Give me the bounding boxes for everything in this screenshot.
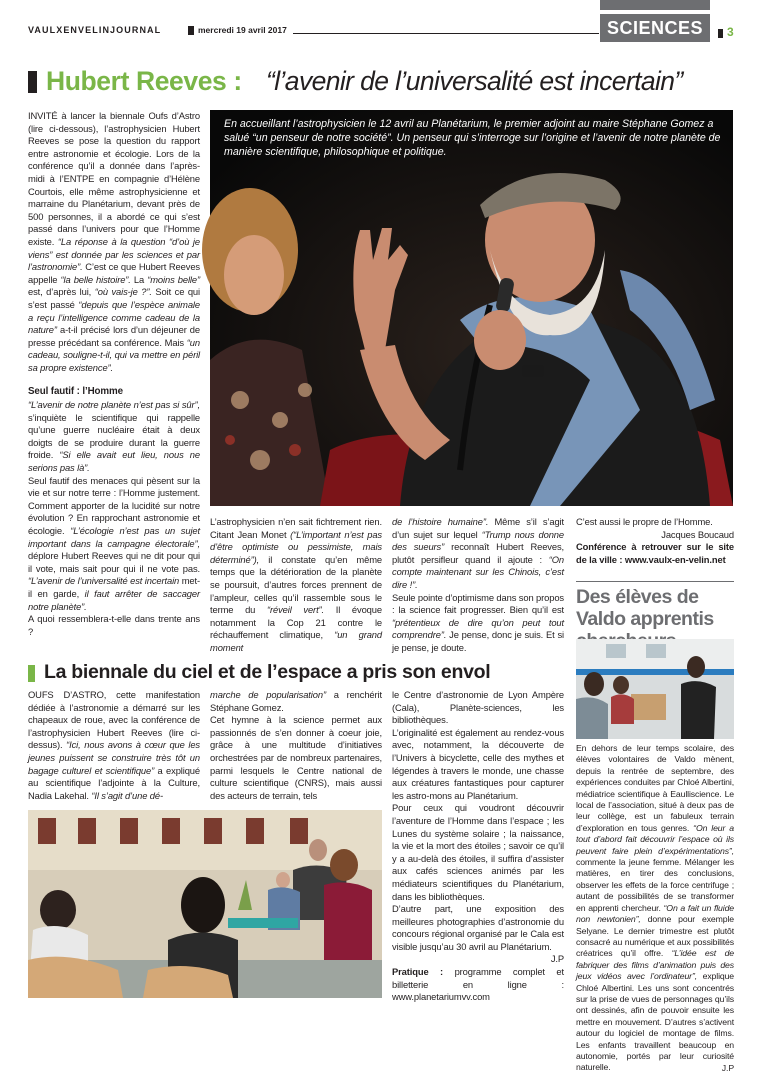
main-article-column-4: [576, 516, 734, 578]
column-3-paragraph: [392, 516, 564, 592]
quote: “On compte maintenant sur les Chinois, c’est dire !”.: [392, 553, 564, 590]
text: OUFS D’ASTRO, cette manifestation dédiée à l’astronomie a démarré sur les chapeaux de roue, avec la conférence de l’astrophysicien Hubert Reeves (lire ci-dessus).: [28, 689, 200, 751]
quote: “L’idée est de fabriquer des films d’animation puis des jeux vidéos avec l’ordinateur”,: [576, 948, 734, 982]
quote: “L’avenir de l’universalité est incertain: [28, 575, 180, 587]
column-2-paragraph: [210, 516, 382, 655]
column-1-paragraph: [28, 475, 200, 614]
text: il constate qu’en même temps que la détérioration de la planète se poursuit, d’autres forces prennent de l’ampleur, celles qu’il rassemble sous le terme du: [210, 553, 382, 616]
biennale-column-2: [210, 689, 382, 807]
text: a expliqué au scientifique l’adjointe à la Culture, Nadia Lakehal.: [28, 764, 200, 801]
text: s’inquiète le scientifique qui rappelle qu’une guerre nucléaire était à deux doigts de se produire durant la guerre froide.: [28, 411, 200, 461]
valdo-article-text: [576, 743, 735, 1073]
quote: “La réponse à la question “d’où je viens” est donnée par les sciences et par l’astronomie”.: [28, 235, 200, 273]
publication-logo: VAULXENVELINJOURNAL: [28, 25, 162, 35]
valdo-students-photo: [576, 639, 734, 739]
biennale-paragraph: [28, 689, 200, 802]
text: reconnaît Hubert Reeves, plutôt persifleur quand il ajoute :: [392, 541, 564, 565]
column-1-paragraph: A quoi ressemblera-t-elle dans trente ans ?: [28, 613, 200, 637]
main-title: [28, 66, 738, 98]
biennale-marker-icon: [28, 665, 35, 682]
quote: “où vais-je ?”.: [94, 286, 152, 298]
hubert-reeves-photo: [210, 110, 733, 506]
quote: il faut arrêter de saccager notre planète”.: [28, 587, 200, 612]
biennale-heading: La biennale du ciel et de l’espace a pris son envol: [44, 661, 491, 683]
text: Je pense, donc je suis. Et si je pense, je doute.: [392, 629, 564, 653]
text: Conférence à retrouver sur le site de la ville :: [576, 541, 734, 565]
biennale-column-1: [28, 689, 200, 807]
signature: J.P: [721, 1062, 734, 1073]
quote: “depuis que l’espèce animale a reçu l’intelligence comme cadeau de la nature”: [28, 298, 200, 336]
quote: “Il s’agit d’une dé-: [91, 789, 163, 801]
signature: J.P: [550, 953, 564, 965]
quote: “On leur a tout d’abord fait découvrir l’espace où ils peuvent faire plein d’expérimentations”,: [576, 822, 734, 856]
page-number-marker-icon: [718, 29, 723, 38]
conference-link-text: [576, 541, 734, 566]
text: commente la jeune femme. Mélanger les matières, en tirer des conclusions, observer les effets de la force centrifuge ; autant de possibilités de se transformer en apprenti chercheur.: [576, 857, 734, 913]
text: C’est ce que Hubert Reeves appelle: [28, 261, 200, 285]
main-article-column-3: [392, 516, 564, 653]
text: L’astrophysicien n’en sait fichtrement rien. Citant Jean Monet: [210, 516, 382, 540]
quote: “un grand moment: [210, 629, 382, 653]
photo-caption: En accueillant l’astrophysicien le 12 avril au Planétarium, le premier adjoint au maire Stéphane Gomez a salué “un penseur de notre société”. Un penseur qui s’interroge sur l’origine et l’avenir de notre planète de manière scientifique, philosophique et politique.: [224, 118, 721, 158]
valdo-divider: [576, 581, 734, 582]
issue-date: mercredi 19 avril 2017: [198, 25, 287, 35]
biennale-column-3: [392, 689, 564, 1007]
text: explique Chloé Albertini. Les uns sont concentrés sur la prise de vues de personnages qu’ils ont dessinés, afin de pouvoir ensuite les mettre en mouvement. D’autres s’activent autour du logiciel de montage de films. Les enfants travaillent beaucoup en autonomie, portés par leur curiosité naturelle.: [576, 971, 735, 1073]
quote: “Trump nous donne des sueurs”: [392, 528, 564, 553]
text: Seul fautif des menaces qui pèsent sur la vie et sur notre terre : l’Homme justement. Comment apporter de la lucidité sur notre évolution ? En rapprochant astronomie et écologie.: [28, 474, 200, 536]
text: met-il en garde,: [28, 575, 200, 599]
main-article-column-2: [210, 516, 382, 653]
quote: “L’écologie n’est pas un sujet important dans la campagne électorale”,: [28, 525, 200, 549]
biennale-paragraph: [210, 689, 382, 714]
biennale-paragraph: D’autre part, une exposition des meilleures photographies d’astronomie du concours régional organisé par le Cala est visible jusqu’au 30 avril au Planétarium.: [392, 903, 564, 952]
text: déplore Hubert Reeves qui ne dit pour qui il vote, mais sait pour qui il ne vote pas.: [28, 550, 200, 574]
title-quote: “l’avenir de l’universalité est incertain”: [266, 66, 683, 96]
quote: “On a fait un fluide non newtonien”,: [576, 902, 735, 925]
title-marker-icon: [28, 71, 37, 93]
quote: marche de popularisation”: [210, 689, 326, 700]
quote: de l’histoire humaine”.: [392, 516, 489, 527]
quote: “la belle histoire”.: [60, 273, 131, 285]
quote: “L’avenir de notre planète n’est pas si sûr”,: [28, 399, 200, 411]
biennale-paragraph: L’originalité est également au rendez-vous avec, notamment, la découverte de l’Univers à bicyclette, celle des mythes et légendes à travers le monde, une chasse aux créatures fantastiques pour capturer les astro-mons au Planétarium.: [392, 726, 564, 801]
text: En dehors de leur temps scolaire, des élèves volontaires de Valdo mènent, depuis la rentrée de septembre, des expériences conduites par Chloé Albertini, médiatrice scientifique à Eaulliscience. Le local de l’association, situé à deux pas de leur collège, est un fabuleux terrain d’exploration en tous genres.: [576, 743, 734, 833]
valdo-title: Des élèves de Valdo apprentis: [576, 586, 714, 630]
conference-url-link[interactable]: www.vaulx-en-velin.net: [624, 553, 726, 565]
main-article-column-1: [28, 110, 200, 650]
column-1-paragraph: [28, 110, 200, 374]
column-4-paragraph: C’est aussi le propre de l’Homme.: [576, 516, 713, 527]
pratique-label: Pratique :: [392, 966, 444, 978]
biennale-title: [28, 661, 568, 685]
header-bar: [28, 14, 734, 44]
subhead: Seul fautif : l’Homme: [28, 386, 123, 398]
quote: “Ici, nous avons à cœur que les jeunes puissent se construire très tôt un bagage culturel et scientifique”: [28, 739, 200, 776]
section-tab: SCIENCES: [600, 14, 710, 42]
header-rule: [293, 33, 599, 34]
pratique-link[interactable]: programme complet et billetterie en ligne : www.planetariumvv.com: [392, 966, 564, 1003]
intro-text: INVITÉ à lancer la biennale Oufs d’Astro (lire ci-dessous), l’astrophysicien Hubert Reeves se pose la question du rapport entre astronomie et écologie. Lors de la conférence qu’il a donnée dans l’après-midi à l’ENTPE en compagnie d’Hélène Courtois, elle même astrophysicienne et marraine du Planétarium, devant près de 500 personnes, il a abordé ce qui s’est passé dans l’univers pour que l’Homme existe.: [28, 110, 200, 247]
section-tab-top-bar: [600, 0, 710, 10]
quote: “réveil vert”.: [267, 604, 325, 616]
photo-illustration: [28, 810, 382, 998]
quote: “moins belle”: [147, 273, 200, 285]
text: est, d’après lui,: [28, 286, 92, 298]
quote: (“L’important n’est pas d’être optimiste ou pessimiste, mais déterminé”),: [210, 528, 382, 565]
text: Soit ce qui s’est passé: [28, 286, 200, 310]
column-1-paragraph: [28, 399, 200, 475]
quote: “un cadeau, souligne-t-il, qui va mettre en péril sa propre existence”.: [28, 336, 200, 373]
text: La: [133, 273, 145, 285]
logo-square-icon: [188, 26, 194, 35]
quote: “prétentieux de dire qu’on peut tout comprendre”.: [392, 616, 564, 641]
photo-illustration: [210, 110, 733, 506]
pratique-info: [392, 966, 564, 1004]
biennale-paragraph: le Centre d’astronomie de Lyon Ampère (Cala), Planète-sciences, les bibliothèques.: [392, 689, 564, 726]
text: Même s’il s’agit d’un sujet sur lequel: [392, 516, 564, 540]
page-number: 3: [727, 25, 734, 39]
author: Jacques Boucaud: [661, 528, 734, 540]
text: donne pour exemple Selyane. Le dernier trimestre est plutôt consacré au numérique et aux possibilités créatrices qu’il offre.: [576, 914, 734, 959]
column-3-paragraph: [392, 592, 564, 655]
valdo-paragraph: [576, 743, 734, 1074]
text: Seule pointe d’optimisme dans son propos : la science fait progresser. Bien qu’il est: [392, 591, 564, 616]
biennale-audience-photo: [28, 810, 382, 998]
biennale-paragraph: Pour ceux qui voudront découvrir l’aventure de l’Homme dans l’espace ; les Lunes du système solaire ; la naissance, la vie et la mort des étoiles ; savoir ce qu’il y a au-delà des étoiles, il suffira d’assister aux cafés sciences animés par les médiateurs scientifiques du Planétarium, dans les bibliothèques.: [392, 802, 564, 902]
text: Il évoque notamment la Cop 21 contre le réchauffement climatique,: [210, 604, 382, 641]
biennale-paragraph: Cet hymne à la science permet aux passionnés de s’en donner à coeur joie, grâce à une multitude d’initiatives orchestrées par de nombreux partenaires, parmi lesquels le Centre national de culture scientifique (CNRS), mais aussi des acteurs de terrain, tels: [210, 714, 382, 801]
title-name: Hubert Reeves :: [46, 66, 242, 96]
text: a-t-il précisé lors d’un déjeuner de presse précédant sa conférence. Mais: [28, 324, 200, 348]
photo-illustration: [576, 639, 734, 739]
text: a renchérit Stéphane Gomez.: [210, 689, 382, 713]
quote: “Si elle avait eut lieu, nous ne serions pas là”.: [28, 449, 200, 474]
